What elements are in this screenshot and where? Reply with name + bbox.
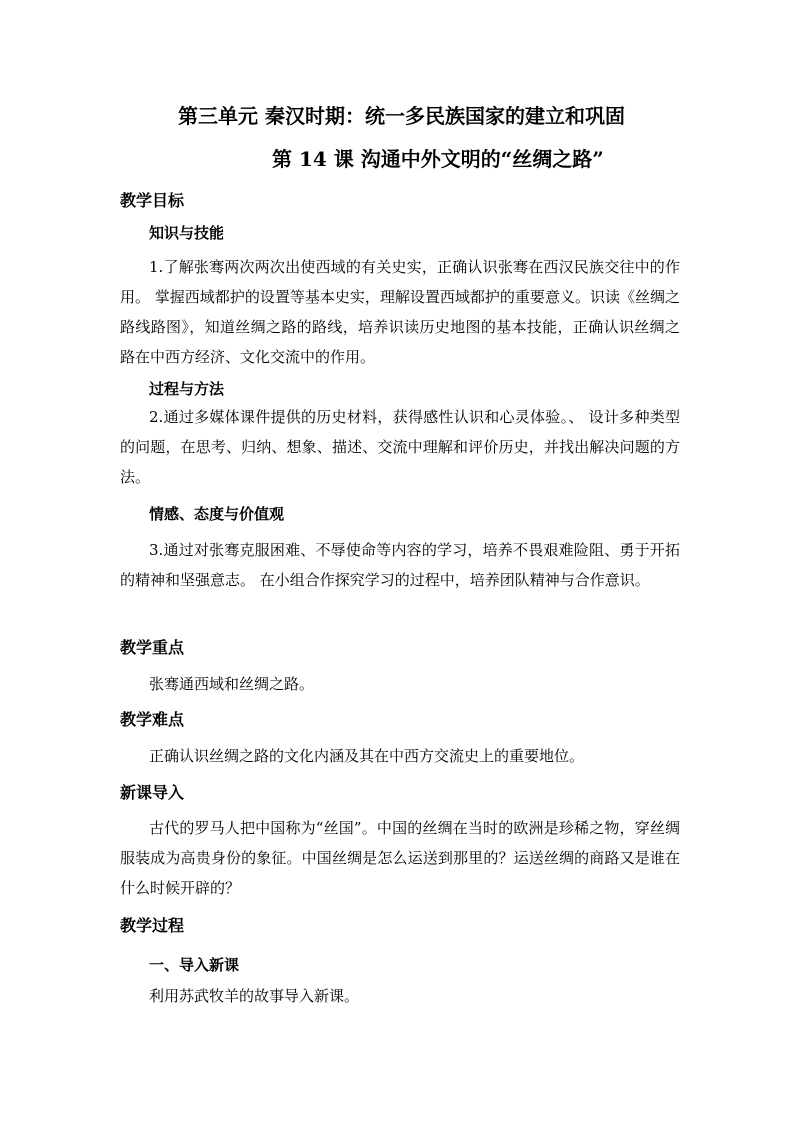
step1-heading: 一、导入新课 bbox=[149, 956, 240, 974]
difficulties-text: 正确认识丝绸之路的文化内涵及其在中西方交流史上的重要地位。 bbox=[149, 747, 585, 765]
step1-text: 利用苏武牧羊的故事导入新课。 bbox=[149, 987, 360, 1005]
difficulties-heading: 教学难点 bbox=[120, 710, 185, 729]
teaching-process-heading: 教学过程 bbox=[120, 916, 185, 935]
emotion-paragraph: 3.通过对张骞克服困难、不辱使命等内容的学习，培养不畏艰难险阻、勇于开拓的精神和坚强意志。 在小组合作探究学习的过程中，培养团队精神与合作意识。 bbox=[120, 541, 680, 589]
key-points-heading: 教学重点 bbox=[120, 638, 185, 657]
knowledge-heading: 知识与技能 bbox=[149, 224, 225, 242]
intro-paragraph: 古代的罗马人把中国称为“丝国”。中国的丝绸在当时的欧洲是珍稀之物，穿丝绸服装成为高贵身份的象征。中国丝绸是怎么运送到那里的？运送丝绸的商路又是谁在什么时候开辟的？ bbox=[120, 819, 680, 897]
intro-heading: 新课导入 bbox=[120, 783, 185, 802]
process-method-paragraph: 2.通过多媒体课件提供的历史材料，获得感性认识和心灵体验。、 设计多种类型的问题，在思考、归纳、想象、描述、交流中理解和评价历史，并找出解决问题的方法。 bbox=[120, 408, 680, 486]
lesson-title: 第 14 课 沟通中外文明的“丝绸之路” bbox=[272, 147, 604, 171]
unit-title: 第三单元 秦汉时期：统一多民族国家的建立和巩固 bbox=[178, 104, 625, 128]
process-method-heading: 过程与方法 bbox=[149, 380, 225, 398]
emotion-heading: 情感、态度与价值观 bbox=[149, 505, 285, 523]
knowledge-paragraph: 1.了解张骞两次两次出使西域的有关史实，正确认识张骞在西汉民族交往中的作用。 掌握西域都护的设置等基本史实，理解设置西域都护的重要意义。识读《丝绸之路线路图》，知道丝绸之路的路线，培养识读历史地图的基本技能，正确认识丝绸之路在中西方经济、文化交流中的作用。 bbox=[120, 258, 680, 366]
key-points-text: 张骞通西域和丝绸之路。 bbox=[149, 675, 315, 693]
objectives-heading: 教学目标 bbox=[120, 191, 185, 210]
